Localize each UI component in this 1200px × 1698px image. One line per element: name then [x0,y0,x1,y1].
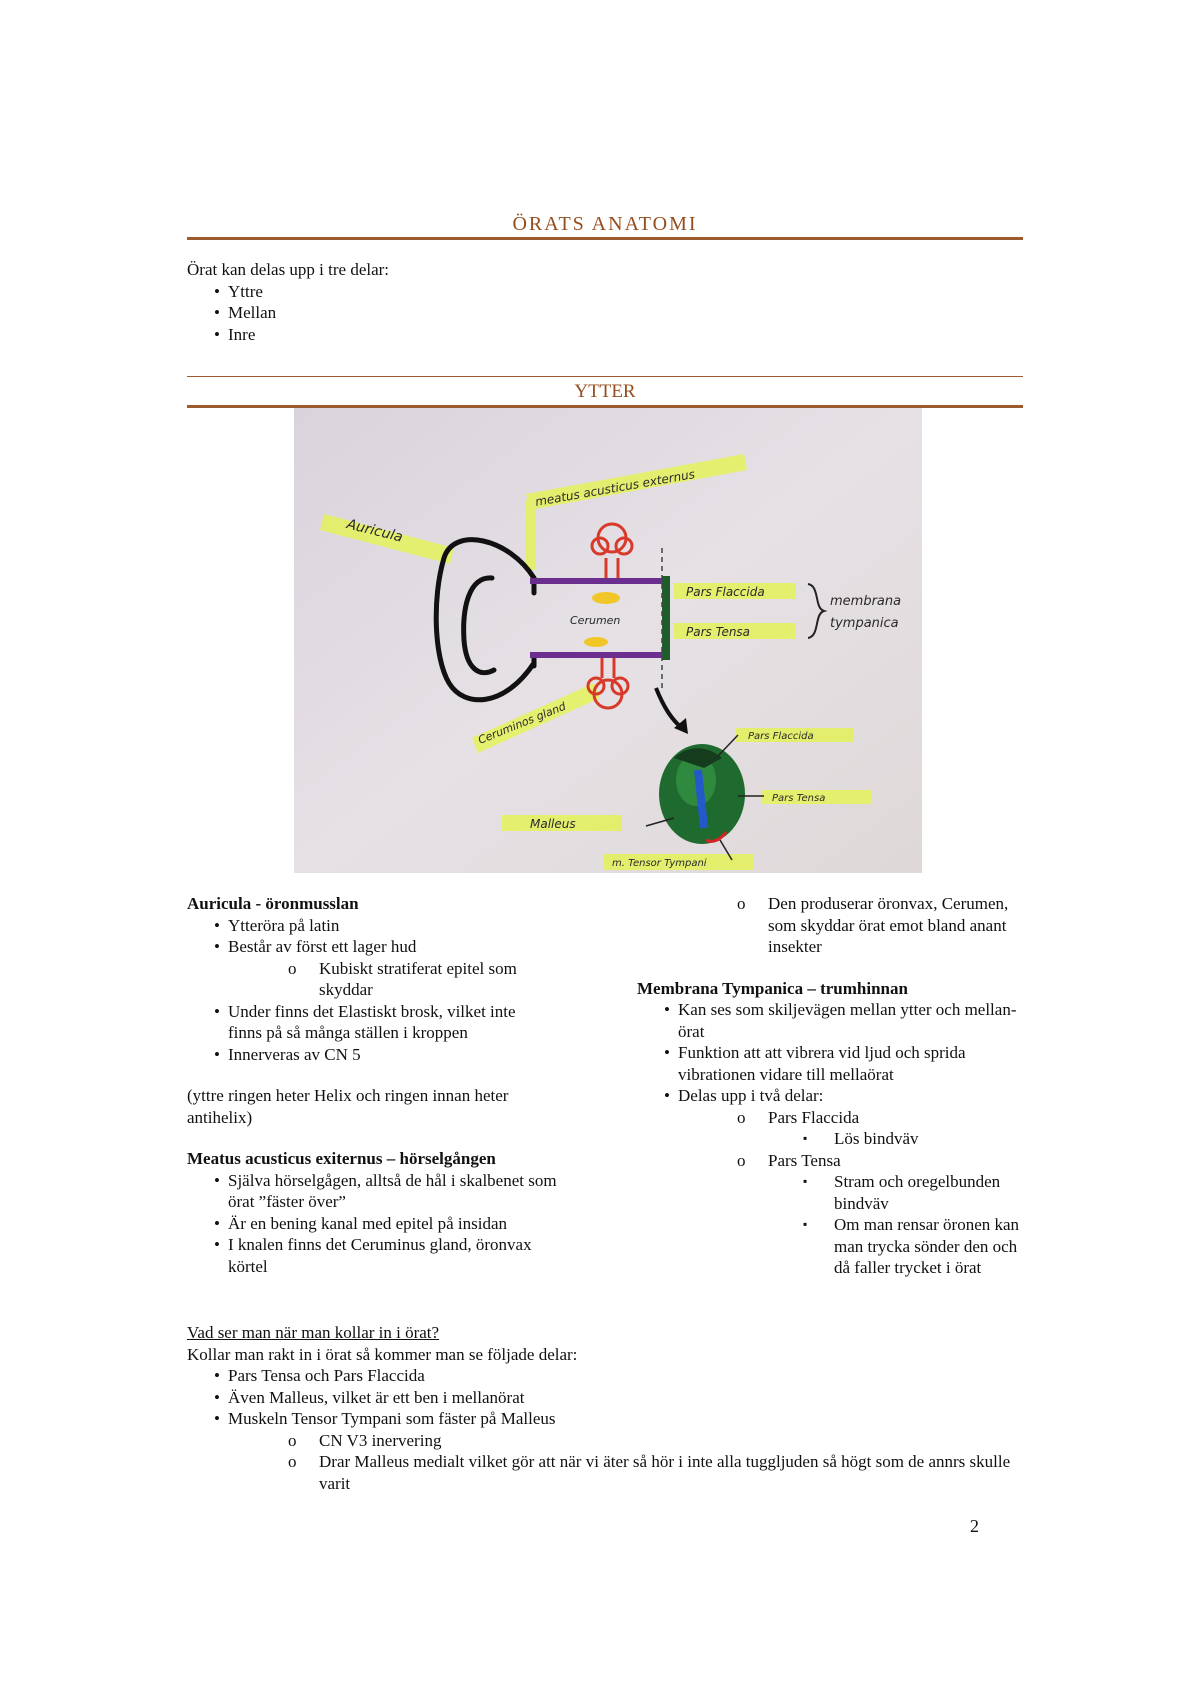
page-number: 2 [970,1516,979,1536]
list-item: • Pars Tensa och Pars Flaccida [187,1365,1027,1387]
section-title: YTTER [574,381,636,402]
label-meatus: meatus acusticus externus [534,467,696,509]
ear-anatomy-figure [294,408,922,873]
right-column [637,893,1027,1279]
list-item: • Funktion att att vibrera vid ljud och sprida vibrationen vidare till mellaörat [637,1042,1022,1085]
meatus-sublist [637,893,1027,958]
auricula-list [187,915,567,958]
list-subitem: o Pars Flaccida [637,1107,1027,1129]
bottom-intro: Kollar man rakt in i örat så kommer man se följade delar: [187,1344,578,1364]
label-cerumen: Cerumen [570,614,621,627]
list-subsubitem: ▪ Lös bindväv [637,1128,1027,1150]
bottom-sublist [187,1430,1027,1495]
membrana-list [637,999,1022,1107]
list-item: • Mellan [187,302,1023,324]
page-title: ÖRATS ANATOMI [512,213,698,235]
bottom-list [187,1365,1027,1430]
list-subsubitem: ▪ Om man rensar öronen kan man trycka sönder den och då faller trycket i örat [637,1214,1027,1279]
label-membrana: membrana [830,594,902,609]
list-subitem: o CN V3 inervering [187,1430,1027,1452]
membrana-subsublist [637,1128,1027,1150]
ear-diagram [294,408,922,873]
list-item: • Under finns det Elastiskt brosk, vilket inte finns på så många ställen i kroppen [187,1001,547,1044]
left-column [187,893,567,1277]
label-auricula: Auricula [345,516,405,546]
auricula-sublist [187,958,542,1001]
meatus-heading: Meatus acusticus exiternus – hörselgången [187,1149,496,1168]
list-item: • Kan ses som skiljevägen mellan ytter och mellan-örat [637,999,1022,1042]
bottom-section [187,1322,1027,1494]
intro-text: Örat kan delas upp i tre delar: [187,260,390,279]
intro-block [187,259,1023,345]
list-subitem: o Pars Tensa [637,1150,1027,1172]
list-item: • I knalen finns det Ceruminus gland, öronvax körtel [187,1234,562,1277]
list-item: • Muskeln Tensor Tympani som fäster på Malleus [187,1408,1027,1430]
list-item: • Även Malleus, vilket är ett ben i mellanörat [187,1387,1027,1409]
label-pars-tensa: Pars Tensa [686,625,751,639]
list-item: • Själva hörselgågen, alltså de hål i skalbenet som örat ”fäster över” [187,1170,562,1213]
membrana-sublist-2 [637,1150,1027,1172]
section-top-rule [187,376,1023,377]
list-item-text: Består av först ett lager hud [228,937,417,956]
list-item: • Är en bening kanal med epitel på insidan [187,1213,562,1235]
membrana-heading: Membrana Tympanica – trumhinnan [637,978,908,998]
label-pars-flaccida-detail: Pars Flaccida [748,731,814,742]
membrana-subsublist-2 [637,1171,1027,1279]
list-subitem: o Den produserar öronvax, Cerumen, som skyddar örat emot bland anant insekter [637,893,1027,958]
meatus-list [187,1170,562,1278]
membrana-sublist [637,1107,1027,1129]
label-malleus: Malleus [530,817,576,831]
helix-note: (yttre ringen heter Helix och ringen innan heter antihelix) [187,1086,509,1127]
tympanic-membrane-detail [659,744,745,844]
label-tensor-tympani: m. Tensor Tympani [612,858,707,869]
list-item: • Ytteröra på latin [187,915,567,937]
label-pars-tensa-detail: Pars Tensa [772,793,826,804]
list-item: • Delas upp i två delar: [637,1085,1022,1107]
question-heading: Vad ser man när man kollar in i örat? [187,1323,440,1342]
list-item [187,936,567,958]
label-tympanica: tympanica [830,616,899,631]
title-rule [187,237,1023,240]
intro-list [187,281,1023,346]
list-item: • Yttre [187,281,1023,303]
list-subitem: o Kubiskt stratiferat epitel som skyddar [187,958,542,1001]
auricula-list-cont [187,1001,547,1066]
list-item: • Inre [187,324,1023,346]
auricula-heading: Auricula - öronmusslan [187,894,359,913]
list-subitem: o Drar Malleus medialt vilket gör att när vi äter så hör i inte alla tuggljuden så högt som de annrs skulle varit [187,1451,1027,1494]
label-ceruminos-gland: Ceruminos gland [476,699,568,747]
list-item: • Innerveras av CN 5 [187,1044,547,1066]
list-subsubitem: ▪ Stram och oregelbunden bindväv [637,1171,1027,1214]
label-pars-flaccida: Pars Flaccida [686,585,765,599]
